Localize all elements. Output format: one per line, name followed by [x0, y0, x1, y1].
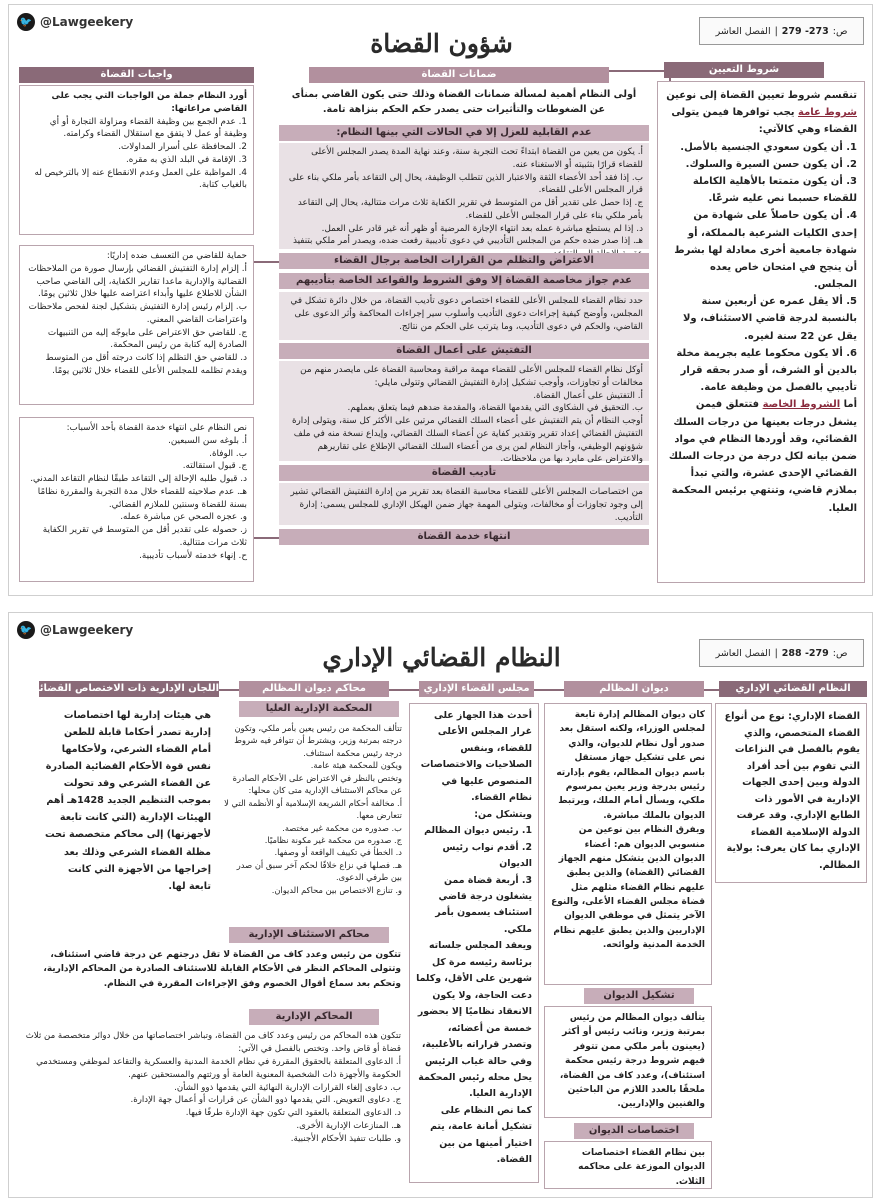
- discipline-box: من اختصاصات المجلس الأعلى للقضاء محاسبة القضاة بعد تقرير من إدارة التفتيش القضائي تشير إلى وجود تجاوزات أو مخالفات، ويتولى المهمة جهاز ضمن الهيكل الإداري للمجلس يسمى: إدارة التأديب.: [279, 483, 649, 525]
- list-item: أ. يكون من يعين من القضاة ابتداءً تحت التجربة سنة، وعند نهاية المدة يصدر المجلس الأعلى للقضاء قرارًا بتثبيته أو الاستغناء عنه.: [311, 147, 643, 170]
- sub-inspection: التفتيش على أعمال القضاة: [279, 343, 649, 359]
- connector: [254, 261, 279, 263]
- sub-discipline: تأديب القضاة: [279, 465, 649, 481]
- list-item: ب. إذا فقد أحد الأعضاء الثقة والاعتبار الذين تتطلب الوظيفة، يحال إلى التقاعد بأمر ملكي بناء على قرار المجلس الأعلى للقضاء.: [288, 172, 643, 196]
- admin-courts-header: المحاكم الإدارية: [249, 1009, 379, 1025]
- twitter-icon: 🐦: [17, 13, 35, 31]
- protection-box: حماية للقاضي من التعسف ضده إداريًا: أ. إلزام إدارة التفتيش القضائي بإرسال صورة من الملاحظات القضائية والإدارية ماعدا تقارير الكفاية، إلى القاضي صاحب الشأن للاطلاع عليها وأبداء اعتراضه عليها خلال ثلاثين يومًا. ب. إلزام رئيس إدارة التفتيش بتشكيل لجنة لفحص ملاحظات واعتراضات القاضي المعني. ج. للقاضي حق الاعتراض على مايوجّه إليه من التنبيهات الصادرة إليه كتابة من رئيس المحكمة. د. للقاضي حق التظلم إذا كانت درجته أقل من المتوسط ويقدم تظلمه للمجلس الأعلى للقضاء خلال ثلاثين يومًا.: [19, 245, 254, 405]
- list-item: أ. إلزام إدارة التفتيش القضائي بإرسال صورة من الملاحظات القضائية والإدارية ماعدا تقارير الكفاية، إلى القاضي صاحب الشأن للاطلاع عليها وأبداء اعتراضه عليها خلال ثلاثين يومًا.: [28, 263, 247, 300]
- list-item: ز. حصوله على تقدير أقل من المتوسط في تقرير الكفاية ثلاث مرات متتالية.: [42, 525, 247, 548]
- pages-label: ص:: [832, 25, 848, 37]
- guarantees-intro: أولى النظام أهمية لمسألة ضمانات القضاة وذلك حتى يكون القاضي بمنأى عن الضغوطات والتأثيرات حتى يصدر حكم الحكم بنزاهة تامة.: [291, 89, 637, 116]
- twitter-handle: [17, 621, 133, 639]
- pages-label: ص:: [832, 647, 848, 659]
- page-reference: ص: 279- 288 | الفصل العاشر: [699, 639, 864, 667]
- list-item: 4. أن يكون حاصلاً على شهادة من إحدى الكليات الشرعية بالمملكة، أو شهادة جامعية أخرى معادلة لها بشرط أن ينجح في امتحان خاص يعده المجلس.: [674, 210, 857, 291]
- inspection-box: أوكل نظام القضاء للمجلس الأعلى للقضاء مهمة مراقبة ومحاسبة القضاة على مايصدر منهم من مخالفات أو تجاوزات، وأوجب تشكيل إدارة التفتيش القضائي وتتولى مايلي: أ. التفتيش على أعمال القضاة. ب. التحقيق في الشكاوى التي يقدمها القضاة، والمقدمة ضدهم فيما يتعلق بعملهم. أوجب النظام أن يتم التفتيش على أعضاء السلك القضائي مرتين على الأكثر كل سنة، ويتولى إدارة التفتيش القضائي إعداد تقرير وتقدير كفاية عن أعضاء السلك القضائي، وإيداع نسخة منه في ملف شؤونهم الوظيفي، وأجاز النظام لمن يرى من أعضاء السلك القضائي الإطلاع على تقاريرهم والاعتراض على مايرد بها من ملاحظات.: [279, 361, 649, 461]
- pages-range: 273- 279: [781, 25, 829, 37]
- admin-judiciary-header: النظام القضائي الإداري: [719, 681, 867, 697]
- page-1: [8, 4, 873, 596]
- list-item: و. تنازع الاختصاص بين محاكم الديوان.: [271, 884, 402, 895]
- sub-non-dismissal: عدم القابلية للعزل إلا في الحالات التي بينها النظام:: [279, 125, 649, 141]
- list-item: ج. للقاضي حق الاعتراض على مايوجّه إليه من التنبيهات الصادرة إليه كتابة من رئيس المحكمة.: [47, 327, 247, 351]
- list-item: ح. إنهاء خدمته لأسباب تأديبية.: [139, 550, 247, 561]
- list-item: 2. المحافظة على أسرار المداولات.: [118, 142, 247, 152]
- list-item: هـ. فصلها في نزاع خلافًا لحكم آخر سبق أن صدر بين طرفي الدعوى.: [236, 859, 402, 883]
- board-jurisdiction-header: اختصاصات الديوان: [574, 1123, 694, 1139]
- admin-judiciary-box: القضاء الإداري: نوع من أنواع القضاء المتخصص، والذي يقوم بالفصل في النزاعات التي تقوم بين أحد أفراد الدولة وبين إحدى الجهات الإدارية في الأمور ذات الطابع الإداري. وقد عرفت الدولة الإسلامية القضاء الإداري بما كان يعرف: بولاية المظالم.: [715, 703, 867, 883]
- board-jurisdiction-box: بين نظام القضاء اختصاصات الديوان الموزعة على محاكمه الثلاث.: [544, 1141, 712, 1189]
- list-item: د. الدعاوى المتعلقة بالعقود التي تكون جهة الإدارة طرفًا فيها.: [185, 1108, 401, 1119]
- supreme-admin-court-header: المحكمة الإدارية العليا: [239, 701, 399, 717]
- chapter-label: الفصل العاشر: [715, 25, 771, 37]
- guarantees-header: ضمانات القضاة: [309, 67, 609, 83]
- appeal-courts-header: محاكم الاستئناف الإدارية: [229, 927, 389, 943]
- end-of-service-box: نص النظام على انتهاء خدمة القضاة بأحد الأسباب: أ. بلوغه سن السبعين. ب. الوفاة. ج. قبول استقالته. د. قبول طلبه الإحالة إلى التقاعد طبقًا لنظام التقاعد المدني. هـ. عدم صلاحيته للقضاء خلال مدة التجربة والمقررة نظامًا بسنة للقضاة وسنتين للملازم القضائي. و. عجزه الصحي عن مباشرة عمله. ز. حصوله على تقدير أقل من المتوسط في تقرير الكفاية ثلاث مرات متتالية. ح. إنهاء خدمته لأسباب تأديبية.: [19, 417, 254, 582]
- twitter-handle-text: @Lawgeekery: [40, 15, 134, 29]
- sub-no-litigation: عدم جواز مخاصمة القضاة إلا وفق الشروط والقواعد الخاصة بتأديبهم: [279, 273, 649, 289]
- general-conditions-term: شروط عامة: [798, 107, 857, 119]
- non-dismissal-box: [279, 143, 649, 249]
- list-item: ج. إذا حصل على تقدير أقل من المتوسط في تقرير الكفاية ثلاث مرات متتالية، يحال إلى التقاعد بأمر ملكي بناء على قرار المجلس الأعلى للقضاء.: [297, 198, 643, 221]
- list-item: 5. ألا يقل عمره عن أربعين سنة بالنسبة لدرجة قاضي الاستئناف، ولا يقل عن 22 سنة لغيره.: [682, 296, 857, 342]
- sub-objection: الاعتراض والتظلم من القرارات الخاصة برجال القضاء: [279, 253, 649, 269]
- list-item: ب. إلزام رئيس إدارة التفتيش بتشكيل لجنة لفحص ملاحظات واعتراضات القاضي المعني.: [28, 302, 247, 325]
- admin-council-box: أحدث هذا الجهاز على غرار المجلس الأعلى للقضاء، وبنفس الصلاحيات والاختصاصات المنصوص عليها في نظام القضاء. ويتشكل من: 1. رئيس ديوان المظالم 2. أقدم نواب رئيس الديوان 3. أربعة قضاة ممن يشغلون درجة قاضي استئناف يسمون بأمر ملكي. ويعقد المجلس جلساته برئاسة رئيسه مرة كل شهرين على الأقل، وكلما دعت الحاجة، ولا يكون الانعقاد نظاميًا إلا بحضور خمسة من أعضائه، وتصدر قراراته بالأغلبية، وفي حالة غياب الرئيس يحل محله رئيس المحكمة الإدارية العليا. كما نص النظام على تشكيل أمانة عامة، يتم اختيار أمينها من بين القضاة.: [409, 703, 539, 1183]
- list-item: و. طلبات تنفيذ الأحكام الأجنبية.: [290, 1134, 401, 1145]
- appeal-courts-box: تتكون من رئيس وعدد كاف من القضاة لا تقل درجتهم عن درجة قاضي استئناف، وتتولى المحاكم النظر في الأحكام القابلة للاستئناف الصادرة من المحاكم الإدارية، وتحكم بعد سماع أقوال الخصوم وفق الإجراءات المقررة في النظام.: [43, 950, 401, 989]
- board-formation-header: تشكيل الديوان: [584, 988, 694, 1004]
- twitter-handle: [17, 13, 133, 31]
- list-item: ج. صدوره من محكمة غير مكونة نظاميًا.: [264, 834, 402, 845]
- admin-committees-header: اللجان الإدارية ذات الاختصاص القضائي: [39, 681, 219, 697]
- board-courts-header: محاكم ديوان المظالم: [239, 681, 389, 697]
- twitter-handle-text: @Lawgeekery: [40, 623, 134, 637]
- supreme-admin-court-box: تتألف المحكمة من رئيس يعين بأمر ملكي، وتكون درجته بمرتبة وزير، ويشترط أن تتوافر فيه شروط درجة رئيس محكمة استئناف. ويكون للمحكمة هيئة عامة. وتختص بالنظر في الاعتراض على الأحكام الصادرة عن محاكم الاستئناف الإدارية متى كان محلها: أ. مخالفة أحكام الشريعة الإسلامية أو الأنظمة التي لا تتعارض معها. ب. صدوره من محكمة غير مختصة. ج. صدوره من محكمة غير مكونة نظاميًا. د. الخطأ في تكييف الواقعة أو وصفها. هـ. فصلها في نزاع خلافًا لحكم آخر سبق أن صدر بين طرفي الدعوى. و. تنازع الاختصاص بين محاكم الديوان.: [224, 723, 402, 895]
- board-formation-box: يتألف ديوان المظالم من رئيس بمرتبة وزير، ونائب رئيس أو أكثر (يعينون بأمر ملكي ممن تتوفر فيهم شروط درجة رئيس محكمة استئناف)، وعدد كاف من القضاة، ملحقًا بالعدد اللازم من الباحثين والفنيين والإداريين.: [544, 1006, 712, 1118]
- page-reference: ص: 273- 279 | الفصل العاشر: [699, 17, 864, 45]
- connector: [254, 537, 279, 539]
- list-item: 2. أن يكون حسن السيرة والسلوك.: [685, 158, 857, 170]
- list-item: ج. دعاوى التعويض. التي يقدمها ذوو الشأن عن قرارات أو أعمال جهة الإدارة.: [130, 1095, 401, 1106]
- list-item: د. للقاضي حق التظلم إذا كانت درجته أقل من المتوسط ويقدم تظلمه للمجلس الأعلى للقضاء خلال ثلاثين يومًا.: [45, 353, 247, 376]
- page-2: [8, 612, 873, 1198]
- list-item: ب. صدوره من محكمة غير مختصة.: [282, 822, 402, 833]
- grievances-board-header: ديوان المظالم: [564, 681, 704, 697]
- list-item: 6. ألا يكون محكوما عليه بجريمة مخلة بالدين أو الشرف، أو صدر بحقه قرار تأديبي بالفصل من وظيفة عامة.: [676, 347, 857, 394]
- list-item: ب. دعاوى إلغاء القرارات الإدارية النهائية التي يقدمها ذوو الشأن.: [174, 1082, 401, 1093]
- list-item: 3. الإقامة في البلد الذي به مقره.: [125, 154, 247, 165]
- list-item: 1. عدم الجمع بين وظيفة القضاء ومزاولة التجارة أو أي وظيفة أو عمل لا يتفق مع استقلال القضاء وكرامته.: [49, 116, 247, 140]
- twitter-icon: 🐦: [17, 621, 35, 639]
- list-item: 2. أقدم نواب رئيس الديوان: [442, 841, 532, 870]
- grievances-board-box: كان ديوان المظالم إدارة تابعة لمجلس الوزراء، ولكنه استقل بعد صدور أول نظام للديوان، والذي نص على تشكيل جهاز مستقل باسم ديوان المظالم، يقوم بإدارته رئيس بدرجة وزير يعين بمرسوم ملكي، ويسأل أمام الملك، ويرتبط الديوان بالملك مباشرة. ويفرق النظام بين نوعين من منسوبي الديوان هم: أعضاء الديوان الذين يتشكل منهم الجهاز القضائي (القضاة) والذين يطبق عليهم نظام القضاء مثلهم مثل قضاة مجلس القضاء الأعلى، والنوع الآخر يتمثل في موظفي الديوان الإداريين والذين يطبق عليهم نظام الخدمة المدنية ولوائحه.: [544, 703, 712, 985]
- list-item: هـ. المنازعات الإدارية الأخرى.: [296, 1121, 401, 1132]
- page-title: شؤون القضاة: [370, 29, 513, 58]
- list-item: 4. المواظبة على العمل وعدم الانقطاع عنه إلا بالترخيص له بالغياب كتابة.: [34, 167, 247, 191]
- list-item: 3. أربعة قضاة ممن يشغلون درجة قاضي استئناف يسمون بأمر ملكي.: [435, 874, 532, 935]
- list-item: و. عجزه الصحي عن مباشرة عمله.: [120, 512, 247, 523]
- list-item: ب. الوفاة.: [209, 448, 247, 459]
- list-item: 1. أن يكون سعودي الجنسية بالأصل.: [680, 141, 857, 153]
- sub-end-of-service: انتهاء خدمة القضاة: [279, 529, 649, 545]
- list-item: هـ. إذا صدر ضده حكم من المجلس التأديبي في دعوى تأديبية رفعت ضده، ويصدر أمر ملكي بتنفيذ: [293, 236, 643, 247]
- page-title: النظام القضائي الإداري: [322, 643, 561, 672]
- admin-council-header: مجلس القضاء الإداري: [419, 681, 534, 697]
- list-item: د. قبول طلبه الإحالة إلى التقاعد طبقًا لنظام التقاعد المدني.: [30, 474, 247, 484]
- pages-range: 279- 288: [781, 647, 829, 659]
- list-item: هـ. عدم صلاحيته للقضاء خلال مدة التجربة والمقررة نظامًا بسنة للقضاة وسنتين للملازم القضائي.: [37, 486, 247, 510]
- list-item: 3. أن يكون متمتعا بالأهلية الكاملة للقضاء حسبما نص عليه شرعًا.: [692, 175, 857, 205]
- list-item: أ. مخالفة أحكام الشريعة الإسلامية أو الأنظمة التي لا تتعارض معها.: [224, 797, 402, 821]
- list-item: د. الخطأ في تكييف الواقعة أو وصفها.: [274, 847, 402, 858]
- list-item: أ. الدعاوى المتعلقة بالحقوق المقررة في نظام الخدمة المدنية والعسكرية والتقاعد لموظفي ومستخدمي الحكومة والأجهزة ذات الشخصية المعنوية العامة أو ورثتهم والمستحقين عنهم.: [36, 1056, 401, 1080]
- admin-committees-box: هي هيئات إدارية لها اختصاصات إدارية تصدر أحكاما قابلة للطعن أمام القضاء الشرعي، ولأحكامها نفس قوة الأحكام القضائية الصادرة عن القضاء الشرعي وقد تحولت بموجب التنظيم الجديد 1428هـ أهم الهيئات الإدارية (التي كانت تابعة لأجهزتها) إلى محاكم متخصصة تحت مظلة القضاء الشرعي وذلك بعد إخراجها من الأجهزة التي كانت تابعة لها.: [45, 710, 211, 892]
- list-item: 1. رئيس ديوان المظالم: [424, 825, 532, 837]
- list-item: د. إذا لم يستطع مباشرة عمله بعد انتهاء الإجازة المرضية أو ظهر أنه غير قادر على العمل.: [321, 223, 643, 234]
- duties-box: أورد النظام جملة من الواجبات التي يجب على القاضي مراعاتها: 1. عدم الجمع بين وظيفة القضاء ومزاولة التجارة أو أي وظيفة أو عمل لا يتفق مع استقلال القضاء وكرامته. 2. المحافظة على أسرار المداولات. 3. الإقامة في البلد الذي به مقره. 4. المواظبة على العمل وعدم الانقطاع عنه إلا بالترخيص له بالغياب كتابة.: [19, 85, 254, 235]
- appointment-box: تنقسم شروط تعيين القضاة إلى نوعين شروط عامة يجب توافرها فيمن يتولى القضاء وهي كالآتي: 1. أن يكون سعودي الجنسية بالأصل. 2. أن يكون حسن السيرة والسلوك. 3. أن يكون متمتعا بالأهلية الكاملة للقضاء حسبما نص عليه شرعًا. 4. أن يكون حاصلاً على شهادة من إحدى الكليات الشرعية بالمملكة، أو شهادة جامعية أخرى معادلة لها بشرط أن ينجح في امتحان خاص يعده المجلس. 5. ألا يقل عمره عن أربعين سنة بالنسبة لدرجة قاضي الاستئناف، ولا يقل عن 22 سنة لغيره. 6. ألا يكون محكوما عليه بجريمة مخلة بالدين أو الشرف، أو صدر بحقه قرار تأديبي بالفصل من وظيفة عامة. أما الشروط الخاصة فتتعلق فيمن يشغل درجات بعينها من درجات السلك القضائي، وقد أوردها النظام في مواد ضمن بيانه لكل درجة من درجات السلك القضائي الإحدى عشرة، والتي تبدأ بملازم قاضي، وتنتهي برئيس المحكمة العليا.: [657, 81, 865, 583]
- duties-header: واجبات القضاة: [19, 67, 254, 83]
- admin-courts-box: تتكون هذه المحاكم من رئيس وعدد كاف من القضاة، وتباشر اختصاصاتها من خلال دوائر متخصصة من ثلاث قضاة أو قاض واحد. وتختص بالفصل في الآتي: أ. الدعاوى المتعلقة بالحقوق المقررة في نظام الخدمة المدنية والعسكرية والتقاعد لموظفي ومستخدمي الحكومة والأجهزة ذات الشخصية المعنوية العامة أو ورثتهم والمستحقين عنهم. ب. دعاوى إلغاء القرارات الإدارية النهائية التي يقدمها ذوو الشأن. ج. دعاوى التعويض. التي يقدمها ذوو الشأن عن قرارات أو أعمال جهة الإدارة. د. الدعاوى المتعلقة بالعقود التي تكون جهة الإدارة طرفًا فيها. هـ. المنازعات الإدارية الأخرى. و. طلبات تنفيذ الأحكام الأجنبية.: [25, 1031, 401, 1145]
- chapter-label: الفصل العاشر: [715, 647, 771, 659]
- no-litigation-box: حدد نظام القضاء للمجلس الأعلى للقضاء اختصاص دعوى تأديب القضاة، من خلال دائرة تشكل في المجلس، وأوضح كيفية إجراءات دعوى التأديب وأسلوب سير إجراءات المحاكمة وأثر الدعوى على القاضي، والحكم في دعوى التأديب، وما يترتب على الحكم من نتائج.: [279, 292, 649, 340]
- appointment-header: شروط التعيين: [664, 62, 824, 78]
- special-conditions-term: الشروط الخاصة: [762, 399, 841, 411]
- list-item: أ. بلوغه سن السبعين.: [168, 435, 247, 446]
- list-item: ج. قبول استقالته.: [182, 461, 247, 472]
